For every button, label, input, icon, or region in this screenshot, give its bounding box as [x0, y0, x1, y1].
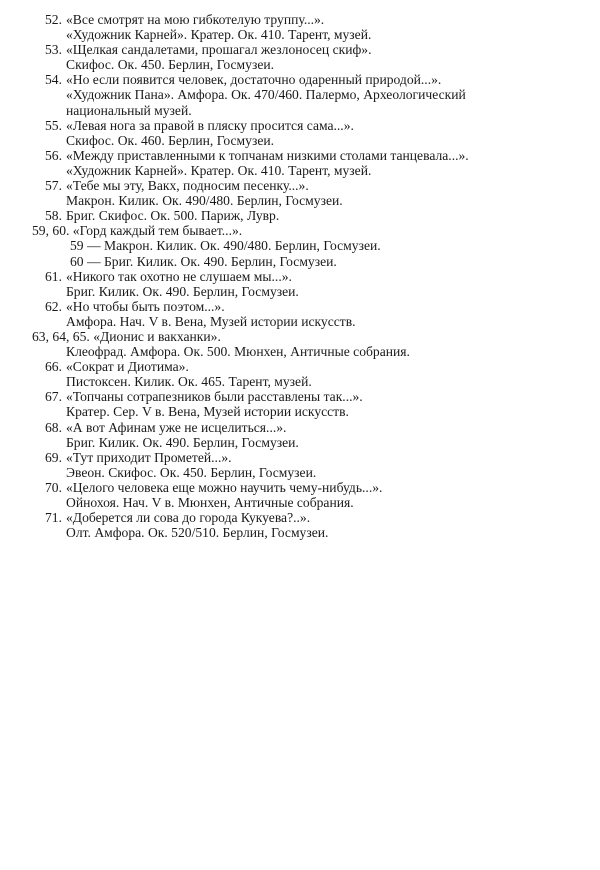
entry-number: 59, 60.: [32, 223, 70, 239]
entry-title: «Горд каждый тем бывает...».: [72, 223, 243, 239]
entry-source: «Художник Пана». Амфора. Ок. 470/460. Палермо, Археологический: [66, 87, 466, 103]
entry-number: 62.: [45, 298, 62, 314]
entry-number: 66.: [45, 359, 62, 375]
entry-source: Бриг. Килик. Ок. 490. Берлин, Госмузеи.: [66, 434, 299, 450]
list-item: [32, 359, 584, 389]
list-item: [32, 118, 584, 148]
entry-title: Бриг. Скифос. Ок. 500. Париж, Лувр.: [66, 208, 280, 224]
entry-heading: [32, 223, 584, 238]
list-item: [32, 510, 584, 540]
entry-source: Ойнохоя. Нач. V в. Мюнхен, Античные собрания.: [66, 495, 354, 510]
list-item: [32, 148, 584, 178]
entry-number: 53.: [45, 42, 62, 58]
entry-title: «Дионис и вакханки».: [93, 328, 221, 344]
list-item: [32, 329, 584, 359]
list-item: [32, 208, 584, 223]
entry-source: «Художник Карней». Кратер. Ок. 410. Тарент, музей.: [66, 162, 372, 178]
entry-number: 71.: [45, 510, 62, 526]
entry-title: «Сократ и Диотима».: [66, 359, 189, 375]
entry-title: «Тут приходит Прометей...».: [66, 449, 232, 465]
entry-number: 54.: [45, 72, 62, 88]
entry-number: 57.: [45, 178, 62, 194]
entry-subitem: 59 — Макрон. Килик. Ок. 490/480. Берлин, Госмузеи.: [70, 238, 381, 254]
list-item: [32, 12, 584, 42]
entry-source: Клеофрад. Амфора. Ок. 500. Мюнхен, Античные собрания.: [66, 344, 410, 360]
list-item: [32, 450, 584, 480]
entry-number: 67.: [45, 389, 62, 405]
entry-title: «Топчаны сотрапезников были расставлены так...».: [66, 389, 363, 405]
list-item: [32, 420, 584, 450]
entry-number: 69.: [45, 449, 62, 465]
entry-source: Олт. Амфора. Ок. 520/510. Берлин, Госмузеи.: [66, 525, 329, 541]
entry-source: Скифос. Ок. 460. Берлин, Госмузеи.: [66, 132, 275, 148]
entry-source: Макрон. Килик. Ок. 490/480. Берлин, Госмузеи.: [66, 193, 343, 209]
entry-source: Пистоксен. Килик. Ок. 465. Тарент, музей.: [66, 374, 312, 390]
entry-subitem: 60 — Бриг. Килик. Ок. 490. Берлин, Госмузеи.: [70, 253, 337, 269]
entry-title: «Но если появится человек, достаточно одаренный природой...».: [66, 72, 442, 88]
list-item: [32, 269, 584, 299]
illustration-list: [32, 12, 584, 540]
entry-number: 55.: [45, 117, 62, 133]
entry-number: 68.: [45, 419, 62, 435]
entry-title: «А вот Афинам уже не исцелиться...».: [66, 419, 287, 435]
list-item: [32, 223, 584, 268]
entry-title: «Все смотрят на мою гибкотелую труппу...».: [66, 12, 325, 27]
entry-source: «Художник Карней». Кратер. Ок. 410. Тарент, музей.: [66, 27, 372, 43]
entry-source: Скифос. Ок. 450. Берлин, Госмузеи.: [66, 57, 275, 73]
entry-title: «Доберется ли сова до города Кукуева?..».: [66, 510, 311, 526]
entry-title: «Щелкая сандалетами, прошагал жезлоносец скиф».: [66, 42, 372, 58]
list-item: [32, 178, 584, 208]
entry-title: «Целого человека еще можно научить чему-нибудь...».: [66, 479, 383, 495]
entry-title: «Между приставленными к топчанам низкими столами танцевала...».: [66, 147, 469, 163]
entry-title: «Но чтобы быть поэтом...».: [66, 298, 225, 314]
entry-number: 63, 64, 65.: [32, 328, 90, 344]
entry-title: «Левая нога за правой в пляску просится сама...».: [66, 117, 354, 133]
entry-heading: [32, 329, 584, 344]
entry-source: Амфора. Нач. V в. Вена, Музей истории искусств.: [66, 313, 356, 329]
entry-number: 58.: [45, 208, 62, 224]
list-item: [32, 299, 584, 329]
list-item: [32, 72, 584, 117]
entry-source: Эвеон. Скифос. Ок. 450. Берлин, Госмузеи.: [66, 464, 317, 480]
entry-source: Бриг. Килик. Ок. 490. Берлин, Госмузеи.: [66, 283, 299, 299]
entry-number: 61.: [45, 268, 62, 284]
entry-title: «Никого так охотно не слушаем мы...».: [66, 268, 292, 284]
list-item: [32, 389, 584, 419]
entry-source: национальный музей.: [66, 102, 192, 118]
list-item: [32, 480, 584, 510]
entry-title: «Тебе мы эту, Вакх, подносим песенку...».: [66, 178, 309, 194]
list-item: [32, 42, 584, 72]
entry-number: 52.: [45, 12, 62, 27]
entry-number: 56.: [45, 147, 62, 163]
entry-source: Кратер. Сер. V в. Вена, Музей истории искусств.: [66, 404, 349, 420]
entry-number: 70.: [45, 479, 62, 495]
